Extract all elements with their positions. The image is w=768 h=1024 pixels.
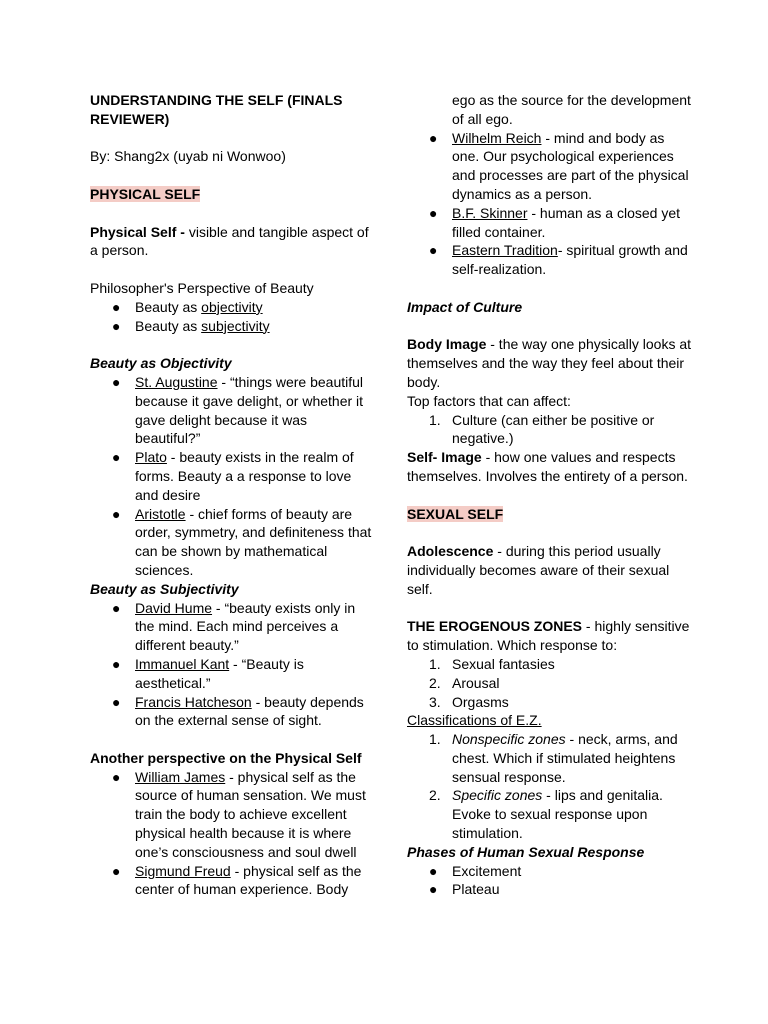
erogenous-zones-definition: THE EROGENOUS ZONES - highly sensitive to stimulation. Which response to: xyxy=(407,618,690,654)
list-item: ● Sigmund Freud - physical self as the center of human experience. Body xyxy=(112,862,362,898)
list-item: ● Aristotle - chief forms of beauty are order, symmetry, and definiteness that can be shown by mathematical sciences. xyxy=(112,505,372,578)
list-item: ● Beauty as objectivity xyxy=(112,298,263,315)
list-item: ● Plato - beauty exists in the realm of forms. Beauty a a response to love and desire xyxy=(112,449,354,503)
subjectivity-heading: Beauty as Subjectivity xyxy=(90,580,239,597)
list-item: 1. Nonspecific zones - neck, arms, and chest. Which if stimulated heightens sensual response. xyxy=(429,731,678,785)
list-item: ● B.F. Skinner - human as a closed yet filled container. xyxy=(429,204,681,240)
objectivity-list xyxy=(90,373,375,580)
bullet: ● xyxy=(112,298,121,315)
another-perspective-list xyxy=(90,768,375,900)
sexual-self-heading: SEXUAL SELF xyxy=(407,505,504,522)
list-item: 1. Sexual fantasies xyxy=(429,655,555,672)
adolescence-definition: Adolescence - during this period usually individually becomes aware of their sexual self. xyxy=(407,543,670,597)
phases-list xyxy=(407,862,692,900)
top-factors-label: Top factors that can affect: xyxy=(407,392,571,409)
physical-self-definition: Physical Self - visible and tangible aspect of a person. xyxy=(90,223,369,259)
list-item: ● Wilhelm Reich - mind and body as one. Our psychological experiences and processes are part of the physical dynamics as a person. xyxy=(429,129,689,202)
list-item: ● Francis Hatcheson - beauty depends on the external sense of sight. xyxy=(112,693,364,729)
list-item: ● St. Augustine - “things were beautiful because it gave delight, or whether it gave delight because it was beautiful?” xyxy=(112,373,364,447)
list-item: ● Eastern Tradition- spiritual growth and self-realization. xyxy=(429,242,688,278)
another-perspective-heading: Another perspective on the Physical Self xyxy=(90,749,362,766)
self-image-definition: Self- Image - how one values and respects themselves. Involves the entirety of a person. xyxy=(407,449,688,484)
more-perspective-list xyxy=(407,129,692,279)
philosopher-heading: Philosopher's Perspective of Beauty xyxy=(90,279,314,296)
list-item: 1. Culture (can either be positive or negative.) xyxy=(429,411,655,447)
list-item: ● Excitement xyxy=(429,862,522,879)
list-item: 3. Orgasms xyxy=(429,693,509,710)
beauty-list xyxy=(90,298,375,336)
culture-heading: Impact of Culture xyxy=(407,298,523,315)
document-title: UNDERSTANDING THE SELF (FINALS REVIEWER) xyxy=(90,92,343,127)
body-image-definition: Body Image - the way one physically looks at themselves and the way they feel about their body. xyxy=(407,336,692,390)
objectivity-heading: Beauty as Objectivity xyxy=(90,355,232,372)
phases-heading: Phases of Human Sexual Response xyxy=(407,843,645,860)
classifications-heading: Classifications of E.Z. xyxy=(407,712,542,729)
responses-list xyxy=(407,655,692,711)
list-item: ● Plateau xyxy=(429,881,500,898)
list-item: ● William James - physical self as the source of human sensation. We must train the body to achieve excellent physical health because it is where one’s consciousness and soul dwell xyxy=(112,768,366,860)
bullet: ● xyxy=(112,317,121,334)
left-column xyxy=(90,91,375,899)
right-column xyxy=(407,91,692,899)
byline: By: Shang2x (uyab ni Wonwoo) xyxy=(90,148,286,165)
list-item: 2. Arousal xyxy=(429,674,500,691)
list-item: ● David Hume - “beauty exists only in the mind. Each mind perceives a different beauty.” xyxy=(112,599,356,654)
factors-list xyxy=(407,411,692,449)
freud-continuation: ego as the source for the development of all ego. xyxy=(452,92,691,127)
physical-self-heading: PHYSICAL SELF xyxy=(90,185,201,202)
list-item: ● Immanuel Kant - “Beauty is aesthetical.” xyxy=(112,655,304,691)
list-item: ● Beauty as subjectivity xyxy=(112,317,270,334)
subjectivity-list xyxy=(90,599,375,731)
list-item: 2. Specific zones - lips and genitalia. Evoke to sexual response upon stimulation. xyxy=(429,787,663,842)
classifications-list xyxy=(407,730,692,843)
